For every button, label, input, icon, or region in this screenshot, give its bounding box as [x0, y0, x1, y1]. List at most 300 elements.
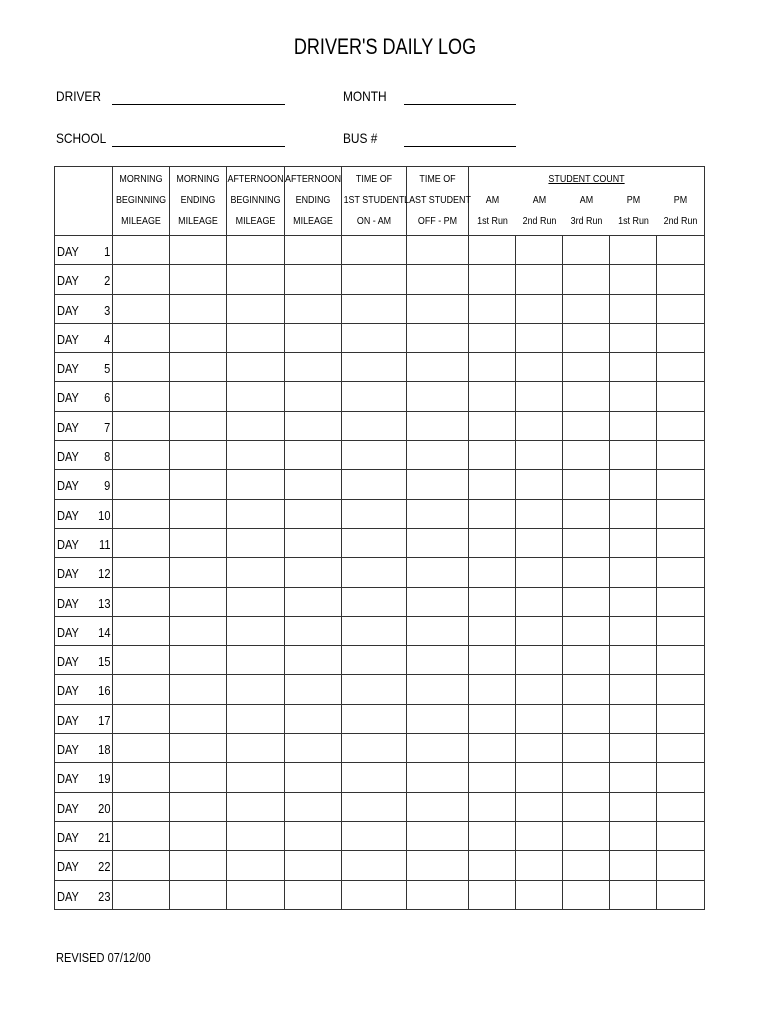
entry-cell[interactable]	[563, 265, 610, 294]
entry-cell[interactable]	[113, 558, 170, 587]
entry-cell[interactable]	[563, 294, 610, 323]
entry-cell[interactable]	[407, 851, 469, 880]
day-number: 6	[103, 390, 110, 406]
entry-cell[interactable]	[469, 763, 516, 792]
entry-cell[interactable]	[342, 734, 407, 763]
entry-cell[interactable]	[469, 294, 516, 323]
entry-cell[interactable]	[113, 265, 170, 294]
entry-cell[interactable]	[113, 236, 170, 265]
entry-cell[interactable]	[610, 704, 657, 733]
entry-cell[interactable]	[469, 792, 516, 821]
day-number: 1	[103, 244, 110, 259]
entry-cell[interactable]	[563, 675, 610, 704]
entry-cell[interactable]	[610, 441, 657, 470]
entry-cell[interactable]	[469, 675, 516, 704]
entry-cell[interactable]	[657, 675, 705, 704]
day-number: 9	[103, 478, 110, 494]
month-field[interactable]	[404, 104, 516, 105]
entry-cell[interactable]	[170, 792, 227, 821]
month-label: MONTH	[343, 88, 387, 104]
entry-cell[interactable]	[407, 880, 469, 909]
entry-cell[interactable]	[610, 675, 657, 704]
entry-cell[interactable]	[342, 880, 407, 909]
entry-cell[interactable]	[657, 792, 705, 821]
entry-cell[interactable]	[469, 499, 516, 528]
entry-cell[interactable]	[469, 323, 516, 352]
entry-cell[interactable]	[657, 558, 705, 587]
entry-cell[interactable]	[516, 236, 563, 265]
day-row	[55, 411, 705, 440]
entry-cell[interactable]	[407, 734, 469, 763]
day-label: DAY	[57, 331, 79, 347]
entry-cell[interactable]	[285, 704, 342, 733]
entry-cell[interactable]	[657, 499, 705, 528]
entry-cell[interactable]	[407, 763, 469, 792]
entry-cell[interactable]	[610, 528, 657, 557]
entry-cell[interactable]	[285, 528, 342, 557]
entry-cell[interactable]	[170, 558, 227, 587]
entry-cell[interactable]	[516, 470, 563, 499]
entry-cell[interactable]	[407, 323, 469, 352]
entry-cell[interactable]	[516, 382, 563, 411]
entry-cell[interactable]	[469, 441, 516, 470]
entry-cell[interactable]	[516, 792, 563, 821]
entry-cell[interactable]	[563, 646, 610, 675]
entry-cell[interactable]	[342, 821, 407, 850]
entry-cell[interactable]	[113, 294, 170, 323]
entry-cell[interactable]	[610, 821, 657, 850]
entry-cell[interactable]	[563, 470, 610, 499]
entry-cell[interactable]	[342, 499, 407, 528]
driver-label: DRIVER	[56, 88, 101, 104]
day-cell	[55, 411, 113, 440]
entry-cell[interactable]	[657, 880, 705, 909]
column-header-text: MILEAGE	[293, 215, 333, 227]
entry-cell[interactable]	[610, 851, 657, 880]
column-header-text: ENDING	[180, 194, 216, 206]
entry-cell[interactable]	[469, 851, 516, 880]
day-row	[55, 646, 705, 675]
entry-cell[interactable]	[657, 470, 705, 499]
entry-cell[interactable]	[285, 616, 342, 645]
entry-cell[interactable]	[227, 411, 285, 440]
entry-cell[interactable]	[407, 587, 469, 616]
day-row	[55, 821, 705, 850]
entry-cell[interactable]	[657, 734, 705, 763]
entry-cell[interactable]	[407, 646, 469, 675]
day-row	[55, 323, 705, 352]
entry-cell[interactable]	[342, 587, 407, 616]
entry-cell[interactable]	[227, 441, 285, 470]
entry-cell[interactable]	[563, 704, 610, 733]
entry-cell[interactable]	[113, 646, 170, 675]
entry-cell[interactable]	[657, 616, 705, 645]
entry-cell[interactable]	[563, 499, 610, 528]
entry-cell[interactable]	[610, 616, 657, 645]
entry-cell[interactable]	[657, 382, 705, 411]
entry-cell[interactable]	[407, 675, 469, 704]
entry-cell[interactable]	[657, 294, 705, 323]
entry-cell[interactable]	[407, 470, 469, 499]
day-row	[55, 265, 705, 294]
day-row	[55, 880, 705, 909]
entry-cell[interactable]	[227, 704, 285, 733]
entry-cell[interactable]	[516, 499, 563, 528]
entry-cell[interactable]	[563, 411, 610, 440]
day-cell	[55, 646, 113, 675]
entry-cell[interactable]	[170, 821, 227, 850]
entry-cell[interactable]	[469, 587, 516, 616]
entry-cell[interactable]	[342, 528, 407, 557]
entry-cell[interactable]	[516, 734, 563, 763]
entry-cell[interactable]	[113, 763, 170, 792]
entry-cell[interactable]	[170, 236, 227, 265]
entry-cell[interactable]	[170, 734, 227, 763]
driver-field[interactable]	[112, 104, 285, 105]
entry-cell[interactable]	[285, 675, 342, 704]
entry-cell[interactable]	[113, 499, 170, 528]
day-cell	[55, 763, 113, 792]
entry-cell[interactable]	[610, 646, 657, 675]
entry-cell[interactable]	[342, 353, 407, 382]
entry-cell[interactable]	[657, 323, 705, 352]
entry-cell[interactable]	[113, 821, 170, 850]
entry-cell[interactable]	[563, 323, 610, 352]
entry-cell[interactable]	[342, 265, 407, 294]
entry-cell[interactable]	[407, 558, 469, 587]
entry-cell[interactable]	[610, 411, 657, 440]
entry-cell[interactable]	[227, 792, 285, 821]
entry-cell[interactable]	[227, 528, 285, 557]
entry-cell[interactable]	[407, 382, 469, 411]
entry-cell[interactable]	[469, 236, 516, 265]
entry-cell[interactable]	[170, 880, 227, 909]
entry-cell[interactable]	[113, 441, 170, 470]
entry-cell[interactable]	[227, 236, 285, 265]
entry-cell[interactable]	[285, 441, 342, 470]
entry-cell[interactable]	[227, 587, 285, 616]
entry-cell[interactable]	[342, 646, 407, 675]
bus-field[interactable]	[404, 146, 516, 147]
entry-cell[interactable]	[342, 441, 407, 470]
entry-cell[interactable]	[285, 646, 342, 675]
day-cell	[55, 851, 113, 880]
entry-cell[interactable]	[563, 441, 610, 470]
entry-cell[interactable]	[342, 558, 407, 587]
entry-cell[interactable]	[516, 704, 563, 733]
entry-cell[interactable]	[170, 470, 227, 499]
day-row	[55, 382, 705, 411]
day-label: DAY	[57, 478, 79, 494]
entry-cell[interactable]	[113, 528, 170, 557]
entry-cell[interactable]	[469, 528, 516, 557]
entry-cell[interactable]	[342, 616, 407, 645]
entry-cell[interactable]	[285, 294, 342, 323]
entry-cell[interactable]	[610, 353, 657, 382]
column-header-text: BEGINNING	[115, 194, 167, 206]
entry-cell[interactable]	[407, 792, 469, 821]
entry-cell[interactable]	[610, 880, 657, 909]
entry-cell[interactable]	[657, 411, 705, 440]
entry-cell[interactable]	[407, 411, 469, 440]
entry-cell[interactable]	[170, 763, 227, 792]
entry-cell[interactable]	[610, 734, 657, 763]
entry-cell[interactable]	[285, 792, 342, 821]
entry-cell[interactable]	[469, 616, 516, 645]
entry-cell[interactable]	[563, 353, 610, 382]
day-number: 10	[97, 507, 110, 523]
entry-cell[interactable]	[170, 294, 227, 323]
entry-cell[interactable]	[469, 353, 516, 382]
entry-cell[interactable]	[170, 528, 227, 557]
entry-cell[interactable]	[227, 294, 285, 323]
entry-cell[interactable]	[657, 821, 705, 850]
entry-cell[interactable]	[342, 675, 407, 704]
entry-cell[interactable]	[342, 236, 407, 265]
entry-cell[interactable]	[170, 646, 227, 675]
day-label: DAY	[57, 419, 79, 435]
entry-cell[interactable]	[657, 265, 705, 294]
entry-cell[interactable]	[113, 880, 170, 909]
entry-cell[interactable]	[516, 411, 563, 440]
entry-cell[interactable]	[407, 528, 469, 557]
day-cell	[55, 441, 113, 470]
entry-cell[interactable]	[227, 821, 285, 850]
entry-cell[interactable]	[285, 382, 342, 411]
entry-cell[interactable]	[227, 646, 285, 675]
entry-cell[interactable]	[342, 470, 407, 499]
entry-cell[interactable]	[170, 616, 227, 645]
entry-cell[interactable]	[170, 851, 227, 880]
entry-cell[interactable]	[113, 323, 170, 352]
entry-cell[interactable]	[610, 265, 657, 294]
entry-cell[interactable]	[113, 851, 170, 880]
entry-cell[interactable]	[563, 236, 610, 265]
entry-cell[interactable]	[516, 821, 563, 850]
day-cell	[55, 236, 113, 265]
day-row	[55, 792, 705, 821]
entry-cell[interactable]	[285, 236, 342, 265]
entry-cell[interactable]	[563, 382, 610, 411]
entry-cell[interactable]	[516, 587, 563, 616]
entry-cell[interactable]	[610, 294, 657, 323]
entry-cell[interactable]	[563, 558, 610, 587]
entry-cell[interactable]	[170, 323, 227, 352]
entry-cell[interactable]	[342, 382, 407, 411]
entry-cell[interactable]	[227, 616, 285, 645]
entry-cell[interactable]	[113, 616, 170, 645]
entry-cell[interactable]	[407, 265, 469, 294]
entry-cell[interactable]	[113, 411, 170, 440]
column-header-text: LAST STUDENT	[404, 194, 471, 206]
entry-cell[interactable]	[227, 323, 285, 352]
entry-cell[interactable]	[469, 734, 516, 763]
column-header-text: MILEAGE	[121, 215, 161, 227]
entry-cell[interactable]	[516, 353, 563, 382]
entry-cell[interactable]	[657, 646, 705, 675]
entry-cell[interactable]	[610, 499, 657, 528]
entry-cell[interactable]	[563, 763, 610, 792]
day-number: 8	[103, 449, 110, 465]
entry-cell[interactable]	[285, 411, 342, 440]
entry-cell[interactable]	[227, 675, 285, 704]
entry-cell[interactable]	[227, 353, 285, 382]
day-number: 22	[97, 859, 110, 875]
entry-cell[interactable]	[516, 646, 563, 675]
entry-cell[interactable]	[516, 675, 563, 704]
entry-cell[interactable]	[170, 353, 227, 382]
entry-cell[interactable]	[285, 499, 342, 528]
entry-cell[interactable]	[285, 265, 342, 294]
day-label: DAY	[57, 361, 79, 377]
entry-cell[interactable]	[285, 821, 342, 850]
entry-cell[interactable]	[469, 558, 516, 587]
entry-cell[interactable]	[657, 236, 705, 265]
entry-cell[interactable]	[285, 587, 342, 616]
entry-cell[interactable]	[227, 558, 285, 587]
day-number: 3	[103, 302, 110, 318]
entry-cell[interactable]	[657, 704, 705, 733]
entry-cell[interactable]	[170, 265, 227, 294]
entry-cell[interactable]	[516, 880, 563, 909]
entry-cell[interactable]	[170, 499, 227, 528]
entry-cell[interactable]	[113, 382, 170, 411]
entry-cell[interactable]	[516, 851, 563, 880]
entry-cell[interactable]	[227, 734, 285, 763]
entry-cell[interactable]	[285, 734, 342, 763]
entry-cell[interactable]	[285, 851, 342, 880]
entry-cell[interactable]	[563, 792, 610, 821]
entry-cell[interactable]	[113, 675, 170, 704]
entry-cell[interactable]	[342, 704, 407, 733]
entry-cell[interactable]	[469, 382, 516, 411]
entry-cell[interactable]	[469, 411, 516, 440]
entry-cell[interactable]	[113, 470, 170, 499]
entry-cell[interactable]	[113, 734, 170, 763]
entry-cell[interactable]	[285, 558, 342, 587]
entry-cell[interactable]	[610, 587, 657, 616]
entry-cell[interactable]	[342, 763, 407, 792]
entry-cell[interactable]	[469, 265, 516, 294]
entry-cell[interactable]	[610, 558, 657, 587]
day-number: 18	[97, 742, 110, 758]
day-row	[55, 704, 705, 733]
entry-cell[interactable]	[342, 294, 407, 323]
entry-cell[interactable]	[285, 470, 342, 499]
entry-cell[interactable]	[516, 323, 563, 352]
entry-cell[interactable]	[516, 558, 563, 587]
entry-cell[interactable]	[227, 499, 285, 528]
entry-cell[interactable]	[516, 616, 563, 645]
entry-cell[interactable]	[610, 763, 657, 792]
entry-cell[interactable]	[170, 675, 227, 704]
entry-cell[interactable]	[657, 528, 705, 557]
entry-cell[interactable]	[563, 587, 610, 616]
entry-cell[interactable]	[563, 616, 610, 645]
entry-cell[interactable]	[469, 821, 516, 850]
day-row	[55, 558, 705, 587]
entry-cell[interactable]	[657, 353, 705, 382]
entry-cell[interactable]	[516, 265, 563, 294]
entry-cell[interactable]	[407, 704, 469, 733]
school-field[interactable]	[112, 146, 285, 147]
entry-cell[interactable]	[113, 792, 170, 821]
day-cell	[55, 880, 113, 909]
header-row	[55, 167, 705, 236]
entry-cell[interactable]	[657, 851, 705, 880]
entry-cell[interactable]	[170, 411, 227, 440]
day-cell	[55, 528, 113, 557]
entry-cell[interactable]	[657, 763, 705, 792]
column-header	[285, 167, 342, 236]
entry-cell[interactable]	[227, 763, 285, 792]
entry-cell[interactable]	[657, 441, 705, 470]
day-number: 23	[97, 888, 110, 904]
entry-cell[interactable]	[170, 441, 227, 470]
entry-cell[interactable]	[516, 441, 563, 470]
entry-cell[interactable]	[170, 382, 227, 411]
entry-cell[interactable]	[407, 441, 469, 470]
entry-cell[interactable]	[469, 470, 516, 499]
entry-cell[interactable]	[407, 236, 469, 265]
entry-cell[interactable]	[407, 821, 469, 850]
entry-cell[interactable]	[170, 587, 227, 616]
entry-cell[interactable]	[516, 294, 563, 323]
entry-cell[interactable]	[407, 353, 469, 382]
entry-cell[interactable]	[227, 265, 285, 294]
entry-cell[interactable]	[657, 587, 705, 616]
entry-cell[interactable]	[113, 704, 170, 733]
entry-cell[interactable]	[113, 353, 170, 382]
entry-cell[interactable]	[227, 851, 285, 880]
entry-cell[interactable]	[227, 382, 285, 411]
entry-cell[interactable]	[113, 587, 170, 616]
entry-cell[interactable]	[610, 236, 657, 265]
entry-cell[interactable]	[610, 792, 657, 821]
entry-cell[interactable]	[469, 704, 516, 733]
entry-cell[interactable]	[610, 323, 657, 352]
entry-cell[interactable]	[285, 763, 342, 792]
entry-cell[interactable]	[610, 382, 657, 411]
entry-cell[interactable]	[342, 792, 407, 821]
entry-cell[interactable]	[407, 294, 469, 323]
entry-cell[interactable]	[563, 851, 610, 880]
entry-cell[interactable]	[285, 880, 342, 909]
entry-cell[interactable]	[285, 353, 342, 382]
entry-cell[interactable]	[563, 821, 610, 850]
entry-cell[interactable]	[342, 411, 407, 440]
day-cell	[55, 821, 113, 850]
entry-cell[interactable]	[610, 470, 657, 499]
entry-cell[interactable]	[469, 646, 516, 675]
entry-cell[interactable]	[342, 851, 407, 880]
entry-cell[interactable]	[170, 704, 227, 733]
entry-cell[interactable]	[407, 499, 469, 528]
day-number: 19	[97, 771, 110, 787]
entry-cell[interactable]	[469, 880, 516, 909]
entry-cell[interactable]	[516, 528, 563, 557]
entry-cell[interactable]	[227, 880, 285, 909]
entry-cell[interactable]	[563, 528, 610, 557]
entry-cell[interactable]	[227, 470, 285, 499]
entry-cell[interactable]	[285, 323, 342, 352]
entry-cell[interactable]	[342, 323, 407, 352]
day-cell	[55, 382, 113, 411]
entry-cell[interactable]	[563, 734, 610, 763]
entry-cell[interactable]	[407, 616, 469, 645]
entry-cell[interactable]	[516, 763, 563, 792]
entry-cell[interactable]	[563, 880, 610, 909]
